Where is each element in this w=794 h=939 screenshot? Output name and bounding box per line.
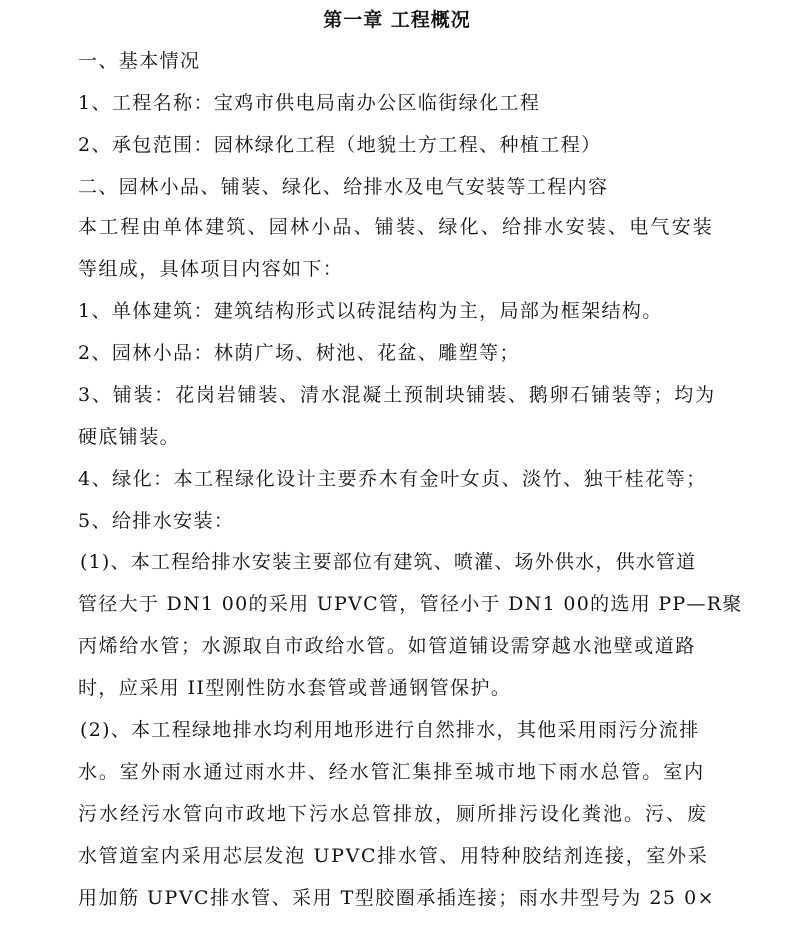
project-name-line: 1、工程名称：宝鸡市供电局南办公区临街绿化工程 bbox=[78, 92, 541, 114]
paragraph-line: 丙烯给水管；水源取自市政给水管。如管道铺设需穿越水池壁或道路 bbox=[78, 635, 697, 657]
item-paving-continued: 硬底铺装。 bbox=[78, 426, 181, 448]
item-greening: 4、绿化：本工程绿化设计主要乔木有金叶女贞、淡竹、独干桂花等； bbox=[78, 468, 707, 490]
item-single-building: 1、单体建筑：建筑结构形式以砖混结构为主，局部为框架结构。 bbox=[78, 300, 663, 322]
paragraph-line: 等组成，具体项目内容如下： bbox=[78, 258, 344, 280]
item-plumbing-heading: 5、给排水安装： bbox=[78, 510, 235, 532]
chapter-title: 第一章 工程概况 bbox=[323, 9, 471, 31]
section-heading-work-content: 二、园林小品、铺装、绿化、给排水及电气安装等工程内容 bbox=[78, 176, 609, 198]
paragraph-line: 污水经污水管向市政地下污水总管排放，厕所排污设化粪池。污、废 bbox=[78, 803, 709, 825]
paragraph-line: 水。室外雨水通过雨水井、经水管汇集排至城市地下雨水总管。室内 bbox=[78, 761, 706, 783]
section-heading-basic-info: 一、基本情况 bbox=[78, 50, 201, 72]
paragraph-line: (2)、本工程绿地排水均利用地形进行自然排水，其他采用雨污分流排 bbox=[80, 719, 700, 741]
paragraph-line: 时，应采用 II型刚性防水套管或普通钢管保护。 bbox=[78, 677, 512, 699]
paragraph-line: 本工程由单体建筑、园林小品、铺装、绿化、给排水安装、电气安装 bbox=[78, 216, 715, 238]
contract-scope-line: 2、承包范围：园林绿化工程（地貌土方工程、种植工程） bbox=[78, 134, 602, 156]
paragraph-line: (1)、本工程给排水安装主要部位有建筑、喷灌、场外供水，供水管道 bbox=[80, 551, 697, 573]
paragraph-line: 水管道室内采用芯层发泡 UPVC排水管、用特种胶结剂连接，室外采 bbox=[78, 845, 709, 867]
item-landscape-features: 2、园林小品：林荫广场、树池、花盆、雕塑等； bbox=[78, 342, 520, 364]
paragraph-line: 管径大于 DN1 00的采用 UPVC管，管径小于 DN1 00的选用 PP—R聚 bbox=[78, 593, 743, 615]
paragraph-line: 用加筋 UPVC排水管、采用 T型胶圈承插连接；雨水井型号为 25 0× bbox=[78, 887, 716, 909]
item-paving: 3、铺装：花岗岩铺装、清水混凝土预制块铺装、鹅卵石铺装等；均为 bbox=[78, 384, 716, 406]
